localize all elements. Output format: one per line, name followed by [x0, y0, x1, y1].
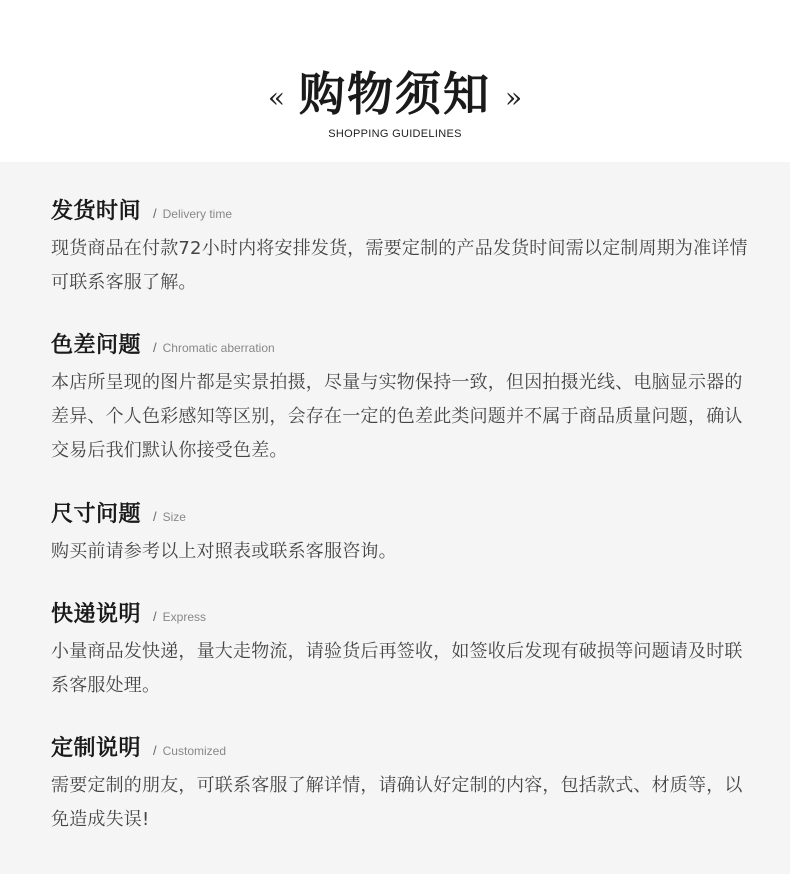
page-subtitle: SHOPPING GUIDELINES — [328, 128, 462, 140]
page-header — [0, 0, 790, 162]
section-divider-slash: / — [153, 340, 157, 355]
section-heading — [51, 731, 751, 761]
section-chromatic-aberration — [51, 328, 751, 468]
section-divider-slash: / — [153, 743, 157, 758]
section-body: 购买前请参考以上对照表或联系客服咨询。 — [51, 541, 397, 562]
section-title: 快递说明 — [51, 602, 142, 627]
section-heading — [51, 194, 751, 224]
section-english-title: Express — [162, 610, 206, 624]
section-english-title: Chromatic aberration — [162, 341, 275, 355]
section-english-title: Size — [162, 510, 186, 524]
section-body: 需要定制的朋友，可联系客服了解详情，请确认好定制的内容，包括款式、材质等，以免造成失误! — [51, 775, 743, 830]
section-title: 尺寸问题 — [51, 502, 142, 527]
section-heading — [51, 597, 751, 627]
page-title: 购物须知 — [299, 67, 491, 121]
section-size — [51, 497, 751, 569]
section-body: 小量商品发快递，量大走物流，请验货后再签收，如签收后发现有破损等问题请及时联系客服处理。 — [51, 641, 743, 696]
section-body: 现货商品在付款72小时内将安排发货，需要定制的产品发货时间需以定制周期为准详情可联系客服了解。 — [51, 238, 748, 293]
section-heading — [51, 497, 751, 527]
section-body: 本店所呈现的图片都是实景拍摄，尽量与实物保持一致，但因拍摄光线、电脑显示器的差异、个人色彩感知等区别，会存在一定的色差此类问题并不属于商品质量问题，确认交易后我们默认你接受色差。 — [51, 372, 743, 461]
section-divider-slash: / — [153, 206, 157, 221]
section-divider-slash: / — [153, 609, 157, 624]
section-delivery-time — [51, 194, 751, 300]
right-guillemet: » — [505, 81, 523, 114]
section-customized — [51, 731, 751, 837]
section-heading — [51, 328, 751, 358]
section-english-title: Delivery time — [162, 207, 232, 221]
section-title: 定制说明 — [51, 736, 142, 761]
section-title: 发货时间 — [51, 199, 142, 224]
left-guillemet: « — [267, 81, 285, 114]
section-title: 色差问题 — [51, 333, 142, 358]
guidelines-content — [0, 162, 790, 874]
section-express — [51, 597, 751, 703]
title-row — [0, 64, 790, 124]
section-english-title: Customized — [162, 744, 226, 758]
section-divider-slash: / — [153, 509, 157, 524]
